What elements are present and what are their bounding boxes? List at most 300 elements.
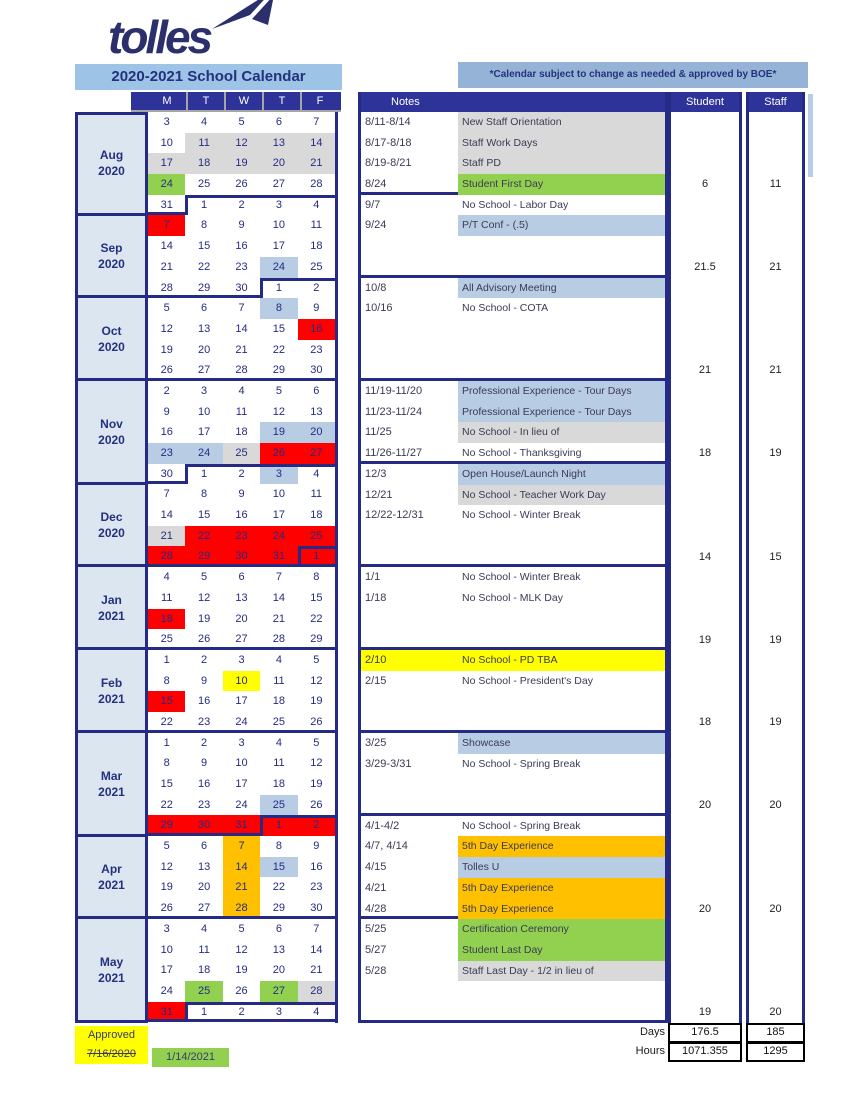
day-cell: 1: [260, 815, 297, 836]
note-text: Staff PD: [458, 153, 665, 174]
day-cell: 30: [148, 464, 185, 485]
day-cell: 8: [163, 757, 170, 770]
note-row: [361, 588, 665, 609]
calendar-week-row: [148, 733, 335, 754]
day-cell: 29: [298, 629, 335, 650]
notes-block: [361, 733, 665, 816]
calendar-week-row: [148, 236, 335, 257]
day-cell: 22: [272, 881, 286, 894]
note-row: [361, 547, 665, 568]
staff-day-count: 20: [769, 902, 782, 915]
note-row: [361, 443, 665, 464]
day-cell: 5: [275, 384, 282, 397]
day-cell: 5: [238, 116, 245, 128]
day-cell: 21: [235, 343, 248, 356]
note-text: [458, 340, 665, 361]
month-year: 2020: [98, 339, 125, 354]
day-cell: 15: [260, 857, 297, 878]
day-cell: 10: [272, 219, 286, 232]
day-cell: 16: [298, 319, 335, 340]
day-cell: 27: [185, 360, 222, 381]
day-cell: 19: [260, 422, 297, 443]
calendar-week-row: [148, 133, 335, 154]
day-cell: 3: [260, 195, 297, 216]
calendar-week-row: [148, 174, 335, 195]
day-cell: 16: [235, 240, 248, 253]
calendar-week-row: [148, 960, 335, 981]
day-cell: 23: [310, 881, 323, 894]
calendar-week-row: [148, 464, 335, 485]
month-name: Oct: [101, 324, 122, 339]
day-cell: 28: [223, 898, 260, 919]
student-header: Student: [671, 92, 739, 112]
day-cell: 25: [148, 629, 185, 650]
days-total-label: Days: [639, 1026, 665, 1038]
calendar-week-row: [148, 215, 335, 236]
calendar-week-row: [148, 381, 335, 402]
day-cell: 18: [148, 609, 185, 630]
note-date: [361, 795, 458, 816]
day-cell: 16: [197, 695, 211, 708]
day-cell: 5: [313, 653, 320, 666]
month-year: 2020: [98, 432, 125, 447]
month-label-apr-2021: [75, 837, 148, 920]
month-label-jan-2021: [75, 567, 148, 650]
day-cell: 17: [272, 240, 286, 253]
disclaimer-banner: *Calendar subject to change as needed & approved by BOE*: [458, 62, 808, 88]
day-cell: 27: [223, 629, 260, 650]
day-cell: 8: [275, 840, 282, 853]
day-cell: 1: [163, 653, 170, 666]
day-cell: 20: [197, 343, 211, 356]
calendar-week-row: [148, 526, 335, 547]
notes-block: [361, 919, 665, 1023]
day-cell: 7: [163, 488, 170, 501]
day-cell: 2: [298, 278, 335, 299]
day-cell: 23: [223, 526, 260, 547]
month-name: Jan: [101, 593, 122, 608]
note-date: 11/26-11/27: [365, 447, 423, 460]
student-day-count: 20: [698, 902, 712, 915]
note-text: No School - PD TBA: [458, 650, 665, 671]
approved-label: Approved: [75, 1026, 148, 1045]
day-cell: 4: [298, 464, 335, 485]
note-text: Professional Experience - Tour Days: [458, 402, 665, 423]
logo-text: tolles: [108, 11, 211, 63]
day-cell: 25: [298, 526, 335, 547]
month-year: 2021: [98, 691, 125, 706]
staff-day-count: 19: [769, 447, 782, 460]
day-cell: 1: [298, 546, 335, 567]
day-cell: 3: [201, 384, 208, 397]
day-cell: 10: [160, 943, 173, 956]
calendar-grid: [75, 92, 341, 1023]
note-text: [458, 547, 665, 568]
note-date: 11/25: [365, 426, 392, 439]
day-cell: 1: [185, 1002, 222, 1023]
day-cell: 17: [197, 426, 211, 439]
note-text: No School - Winter Break: [462, 571, 581, 584]
note-text: No School - Winter Break: [462, 509, 581, 522]
note-row: [361, 671, 665, 692]
student-column: [668, 92, 742, 1023]
calendar-week-row: [148, 795, 335, 816]
notes-block: [361, 195, 665, 278]
note-text: 5th Day Experience: [458, 878, 665, 899]
decorative-strip: [808, 94, 813, 177]
note-date: 5/27: [365, 943, 387, 956]
day-cell: 13: [197, 322, 211, 335]
day-cell: 31: [260, 546, 297, 567]
day-cell: 22: [185, 526, 222, 547]
day-cell: 9: [201, 674, 208, 687]
day-cell: 20: [197, 881, 211, 894]
note-text: No School - In lieu of: [458, 422, 665, 443]
student-day-count: 6: [701, 178, 709, 191]
month-label-aug-2020: [75, 112, 148, 216]
calendar-week-row: [148, 340, 335, 361]
calendar-week-row: [148, 567, 335, 588]
note-row: [361, 816, 665, 837]
note-row: [361, 836, 665, 857]
month-year: 2021: [98, 877, 125, 892]
day-cell: 7: [313, 922, 320, 935]
day-cell: 21: [223, 877, 260, 898]
notes-block: [361, 567, 665, 650]
day-cell: 13: [235, 591, 248, 604]
day-cell: 27: [272, 178, 286, 191]
note-row: [361, 215, 665, 236]
student-day-count: 21: [698, 364, 712, 377]
day-cell: 2: [223, 1002, 260, 1023]
day-cell: 12: [272, 405, 286, 418]
note-text: No School - President's Day: [462, 674, 593, 687]
note-date: 1/1: [365, 571, 381, 584]
month-name: Feb: [100, 675, 123, 690]
calendar-week-row: [148, 443, 335, 464]
day-cell: 19: [197, 612, 211, 625]
note-row: [361, 257, 665, 278]
notes-block: [361, 278, 665, 382]
day-cell: 29: [260, 360, 297, 381]
note-text: All Advisory Meeting: [458, 278, 665, 299]
day-cell: 2: [298, 815, 335, 836]
note-date: 12/3: [365, 467, 387, 480]
staff-header: Staff: [749, 92, 802, 112]
day-cell: 31: [148, 1002, 185, 1023]
month-label-sep-2020: [75, 216, 148, 299]
day-cell: 27: [260, 981, 297, 1002]
note-text: No School - COTA: [462, 302, 549, 315]
day-cell: 22: [310, 612, 323, 625]
day-cell: 8: [260, 298, 297, 319]
day-cell: 10: [160, 136, 173, 149]
day-cell: 30: [223, 546, 260, 567]
day-cell: 29: [185, 278, 222, 299]
day-cell: 13: [197, 860, 211, 873]
note-date: 9/24: [365, 219, 387, 232]
hours-staff-total: 1295: [746, 1042, 805, 1062]
day-cell: 22: [197, 260, 211, 273]
note-row: [361, 754, 665, 775]
days-staff-total: 185: [746, 1023, 805, 1043]
student-day-count: 14: [698, 550, 712, 563]
day-cell: 15: [148, 691, 185, 712]
note-row: [361, 795, 665, 816]
day-cell: 1: [163, 736, 170, 749]
day-cell: 5: [238, 922, 245, 935]
staff-day-count: 19: [769, 716, 782, 729]
day-cell: 29: [148, 815, 185, 836]
day-cell: 9: [201, 757, 208, 770]
day-cell: 7: [238, 302, 245, 315]
day-cell: 26: [235, 984, 248, 997]
note-text: Certification Ceremony: [458, 919, 665, 940]
day-cell: 29: [185, 546, 222, 567]
day-cell: 15: [197, 509, 211, 522]
calendar-week-row: [148, 774, 335, 795]
note-text: [458, 236, 665, 257]
note-row: [361, 629, 665, 650]
note-text: 5th Day Experience: [458, 899, 665, 920]
day-cell: 25: [260, 712, 297, 733]
note-row: [361, 878, 665, 899]
note-date: 8/17-8/18: [365, 136, 412, 149]
day-cell: 12: [235, 943, 248, 956]
day-cell: 23: [310, 343, 323, 356]
note-text: Staff Work Days: [458, 133, 665, 154]
note-row: [361, 298, 665, 319]
day-cell: 20: [235, 612, 248, 625]
day-cell: 2: [163, 384, 170, 397]
day-cell: 14: [310, 943, 323, 956]
note-row: [361, 1002, 665, 1023]
day-cell: 13: [272, 943, 286, 956]
day-cell: 2: [223, 195, 260, 216]
note-text: [458, 257, 665, 278]
calendar-week-row: [148, 712, 335, 733]
day-cell: 31: [223, 815, 260, 836]
day-cell: 15: [272, 322, 286, 335]
day-cell: 30: [223, 278, 260, 299]
note-text: 5th Day Experience: [458, 836, 665, 857]
notes-block: [361, 816, 665, 920]
day-cell: 24: [260, 526, 297, 547]
day-cell: 1: [185, 195, 222, 216]
note-date: 2/10: [361, 650, 458, 671]
day-cell: 12: [160, 860, 173, 873]
day-cell: 11: [310, 219, 323, 232]
note-row: [361, 692, 665, 713]
note-date: 12/21: [365, 488, 393, 501]
day-cell: 26: [185, 629, 222, 650]
day-cell: 24: [223, 712, 260, 733]
calendar-week-row: [148, 815, 335, 836]
calendar-week-row: [148, 753, 335, 774]
day-cell: 4: [275, 653, 282, 666]
day-cell: 10: [235, 757, 248, 770]
note-row: [361, 236, 665, 257]
day-cell: 2: [223, 464, 260, 485]
note-date: [361, 257, 458, 278]
month-year: 2020: [98, 525, 125, 540]
note-date: 3/29-3/31: [365, 757, 412, 770]
day-cell: 1: [185, 464, 222, 485]
day-cell: 12: [197, 591, 211, 604]
day-cell: 9: [238, 219, 245, 232]
calendar-week-row: [148, 919, 335, 940]
note-date: 4/1-4/2: [365, 819, 400, 832]
day-cell: 16: [160, 426, 173, 439]
note-row: [361, 940, 665, 961]
day-cell: 26: [298, 712, 335, 733]
day-cell: 26: [260, 443, 297, 464]
day-cell: 24: [148, 174, 185, 195]
day-cell: 28: [148, 278, 185, 299]
day-cell: 18: [310, 509, 323, 522]
day-cell: 24: [260, 257, 297, 278]
student-day-count: 19: [698, 1006, 712, 1019]
day-cell: 21: [272, 612, 286, 625]
staff-day-count: 20: [769, 799, 782, 812]
day-cell: 11: [273, 757, 285, 770]
note-text: Student Last Day: [458, 940, 665, 961]
day-cell: 25: [310, 260, 323, 273]
day-cell: 14: [298, 133, 335, 154]
day-cell: 22: [272, 343, 286, 356]
day-cell: 27: [298, 443, 335, 464]
day-cell: 4: [298, 195, 335, 216]
approved-old-date: 7/16/2020: [75, 1045, 148, 1064]
day-cell: 23: [197, 798, 211, 811]
day-cell: 16: [235, 509, 248, 522]
note-row: [361, 919, 665, 940]
calendar-week-row: [148, 153, 335, 174]
note-row: [361, 485, 665, 506]
day-cell: 7: [313, 116, 320, 128]
day-cell: 28: [260, 629, 297, 650]
calendar-week-row: [148, 588, 335, 609]
note-row: [361, 567, 665, 588]
day-cell: 28: [223, 360, 260, 381]
day-cell: 3: [238, 653, 245, 666]
note-date: [361, 609, 458, 630]
paper-plane-arrow-icon: [212, 0, 274, 38]
month-year: 2020: [98, 163, 125, 178]
calendar-week-row: [148, 836, 335, 857]
note-date: [361, 236, 458, 257]
day-cell: 12: [160, 322, 173, 335]
day-cell: 31: [148, 195, 185, 216]
day-cell: 10: [272, 488, 286, 501]
note-row: [361, 422, 665, 443]
note-row: [361, 112, 665, 133]
day-cell: 8: [201, 488, 208, 501]
weekday-header: M: [131, 92, 186, 110]
day-cell: 3: [163, 116, 170, 128]
day-cell: 7: [275, 571, 282, 584]
calendar-week-row: [148, 195, 335, 216]
day-cell: 11: [185, 133, 222, 154]
student-day-count: 19: [698, 633, 712, 646]
day-cell: 16: [310, 860, 323, 873]
note-row: [361, 360, 665, 381]
day-cell: 15: [197, 240, 211, 253]
note-text: New Staff Orientation: [458, 112, 665, 133]
note-row: [361, 195, 665, 216]
day-cell: 19: [310, 695, 323, 708]
student-day-count: 20: [698, 799, 712, 812]
weekday-header: T: [186, 92, 224, 110]
notes-block: [361, 381, 665, 464]
day-cell: 17: [235, 778, 248, 790]
day-cell: 19: [310, 778, 323, 790]
note-date: 9/7: [365, 198, 381, 211]
day-cell: 9: [313, 840, 320, 853]
day-cell: 14: [235, 322, 248, 335]
day-cell: 25: [185, 981, 222, 1002]
note-row: [361, 774, 665, 795]
day-cell: 26: [148, 360, 185, 381]
note-date: 8/24: [365, 178, 387, 191]
day-cell: 28: [310, 178, 323, 191]
note-text: No School - Teacher Work Day: [458, 485, 665, 506]
day-cell: 6: [275, 116, 282, 128]
calendar-week-row: [148, 898, 335, 919]
day-cell: 12: [223, 133, 260, 154]
student-day-count: 21.5: [694, 260, 716, 273]
day-cell: 9: [238, 488, 245, 501]
note-text: Tolles U: [458, 857, 665, 878]
month-label-may-2021: [75, 919, 148, 1023]
day-cell: 4: [298, 1002, 335, 1023]
note-row: [361, 526, 665, 547]
note-date: [361, 712, 458, 733]
note-date: 4/15: [365, 861, 387, 874]
day-cell: 18: [197, 964, 211, 977]
note-row: [361, 381, 665, 402]
day-cell: 26: [310, 798, 323, 811]
day-cell: 21: [148, 526, 185, 547]
note-date: 2/15: [365, 674, 387, 687]
day-cell: 5: [163, 302, 170, 315]
note-text: [458, 692, 665, 713]
day-cell: 25: [260, 795, 297, 816]
day-cell: 11: [198, 943, 210, 956]
day-cell: 6: [313, 384, 320, 397]
note-date: [361, 526, 458, 547]
day-cell: 4: [238, 384, 245, 397]
student-day-count: 18: [698, 716, 712, 729]
day-cell: 18: [310, 240, 323, 253]
note-text: [458, 774, 665, 795]
day-cell: 19: [223, 153, 260, 174]
notes-block: [361, 650, 665, 733]
days-student-total: 176.5: [668, 1023, 742, 1043]
note-row: [361, 133, 665, 154]
day-cell: 20: [298, 422, 335, 443]
day-cell: 14: [160, 240, 173, 253]
calendar-week-row: [148, 505, 335, 526]
calendar-week-row: [148, 857, 335, 878]
day-cell: 19: [160, 881, 173, 894]
note-row: [361, 899, 665, 920]
approved-new-date: 1/14/2021: [152, 1048, 229, 1067]
day-cell: 3: [163, 922, 170, 935]
month-name: Mar: [100, 769, 123, 784]
hours-student-total: 1071.355: [668, 1042, 742, 1062]
day-cell: 12: [310, 674, 323, 687]
